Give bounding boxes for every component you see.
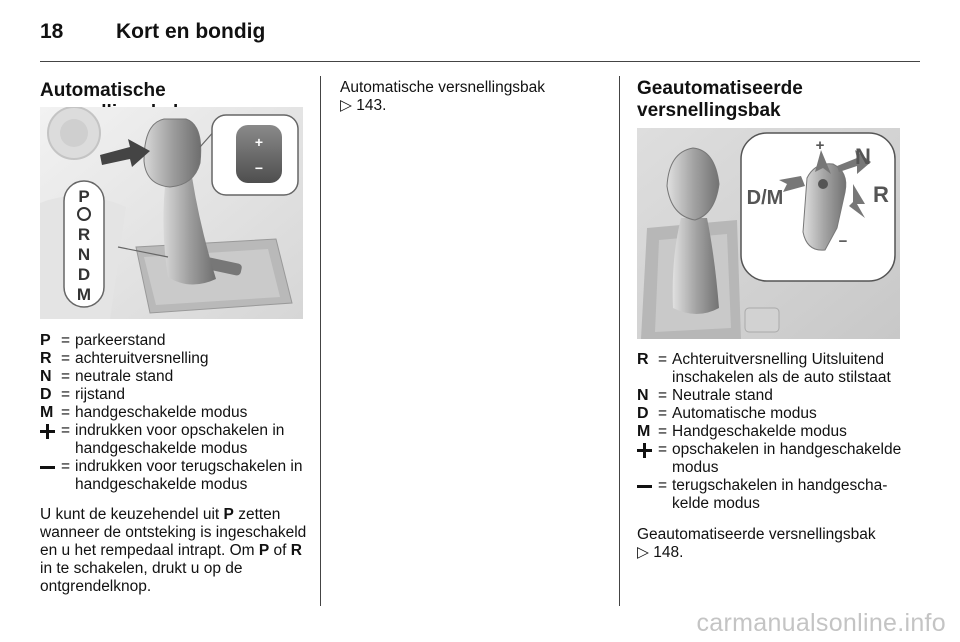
reference-page: 143.	[356, 97, 387, 114]
legend-item: = terugschakelen in handgeschakelde modus	[637, 477, 912, 513]
legend-key: M	[40, 404, 54, 421]
legend-text: Achteruitversnelling Uitsluitend inschakelen als de auto stilstaat	[672, 351, 891, 386]
plus-icon	[637, 443, 652, 458]
section-title-automatic: Automatische	[40, 80, 166, 101]
legend-text: Handgeschakelde modus	[672, 423, 847, 440]
legend-key: M	[637, 423, 651, 440]
minus-icon	[40, 460, 55, 475]
legend-text: parkeerstand	[75, 332, 166, 349]
watermark: carmanualsonline.info	[696, 609, 946, 637]
figure-automated-gear-selector	[637, 128, 900, 339]
legend-item: P = parkeerstand	[40, 332, 310, 350]
figure-automatic-gear-selector	[40, 107, 303, 319]
legend-item: M = Handgeschakelde modus	[637, 423, 912, 441]
figure2-plus-label: +	[815, 137, 825, 154]
page-number: 18	[40, 20, 64, 43]
legend-key: P	[40, 332, 51, 349]
legend-key: R	[637, 351, 649, 368]
figure1-label-n: N	[77, 245, 91, 264]
reference-automatic	[340, 79, 602, 115]
figure1-minus-label: −	[254, 160, 264, 176]
legend-text: terugschakelen in handgeschakelde modus	[672, 477, 888, 512]
legend-text: Automatische modus	[672, 405, 817, 422]
section-title-automated: Geautomatiseerde versnellingsbak	[637, 78, 803, 121]
legend-key: N	[40, 368, 52, 385]
figure1-label-d: D	[77, 265, 91, 284]
legend-item: = indrukken voor opschakelen in handgeschakelde modus	[40, 422, 310, 458]
legend-text: achteruitversnelling	[75, 350, 209, 367]
legend-item: N = Neutrale stand	[637, 387, 912, 405]
paragraph-unlock-instructions: U kunt de keuzehendel uit P zetten wanneer de ontsteking is ingeschakeld en u het rempedaal intrapt. Om P of R in te schakelen, drukt u op de ontgrendelknop.	[40, 506, 307, 595]
figure1-label-m: M	[76, 285, 92, 304]
figure2-minus-label: −	[838, 233, 848, 250]
legend-text: opschakelen in handgeschakelde modus	[672, 441, 902, 476]
legend-automatic	[40, 332, 310, 494]
legend-key: N	[637, 387, 649, 404]
legend-item: N = neutrale stand	[40, 368, 310, 386]
legend-text: indrukken voor terugschakelen in handgeschakelde modus	[75, 458, 303, 493]
figure2-label-n: N	[855, 144, 871, 169]
legend-text: rijstand	[75, 386, 125, 403]
legend-item: = indrukken voor terugschakelen in handgeschakelde modus	[40, 458, 310, 494]
legend-item: R = achteruitversnelling	[40, 350, 310, 368]
column-divider-left	[320, 76, 321, 606]
minus-icon	[637, 479, 652, 494]
page-title: Kort en bondig	[116, 20, 266, 43]
legend-text: handgeschakelde modus	[75, 404, 248, 421]
legend-item: = opschakelen in handgeschakelde modus	[637, 441, 912, 477]
reference-automated	[637, 526, 912, 562]
figure1-label-p: P	[78, 187, 90, 206]
legend-key: R	[40, 350, 52, 367]
figure2-label-r: R	[873, 182, 889, 207]
plus-icon	[40, 424, 55, 439]
column-divider-right	[619, 76, 620, 606]
figure1-plus-label: +	[254, 134, 264, 150]
reference-arrow-icon: ▷	[340, 97, 357, 114]
legend-text: neutrale stand	[75, 368, 174, 385]
legend-text: Neutrale stand	[672, 387, 773, 404]
legend-item: M = handgeschakelde modus	[40, 404, 310, 422]
gear-selector-illustration	[40, 107, 303, 319]
legend-key: D	[637, 405, 649, 422]
reference-text: Automatische versnellingsbak	[340, 79, 546, 96]
reference-arrow-icon: ▷	[637, 544, 654, 561]
figure2-label-dm: D/M	[746, 187, 784, 209]
legend-text: indrukken voor opschakelen in handgeschakelde modus	[75, 422, 285, 457]
reference-page: 148.	[653, 544, 684, 561]
page-header	[40, 20, 265, 44]
reference-text: Geautomatiseerde versnellingsbak	[637, 526, 876, 543]
figure1-label-r: R	[77, 225, 91, 244]
column-automated	[637, 76, 904, 122]
legend-automated	[637, 351, 912, 513]
legend-item: D = rijstand	[40, 386, 310, 404]
header-rule	[40, 61, 920, 62]
automated-selector-illustration	[637, 128, 900, 339]
legend-item: D = Automatische modus	[637, 405, 912, 423]
legend-key: D	[40, 386, 52, 403]
legend-item: R = Achteruitversnelling Uitsluitend inschakelen als de auto stilstaat	[637, 351, 912, 387]
